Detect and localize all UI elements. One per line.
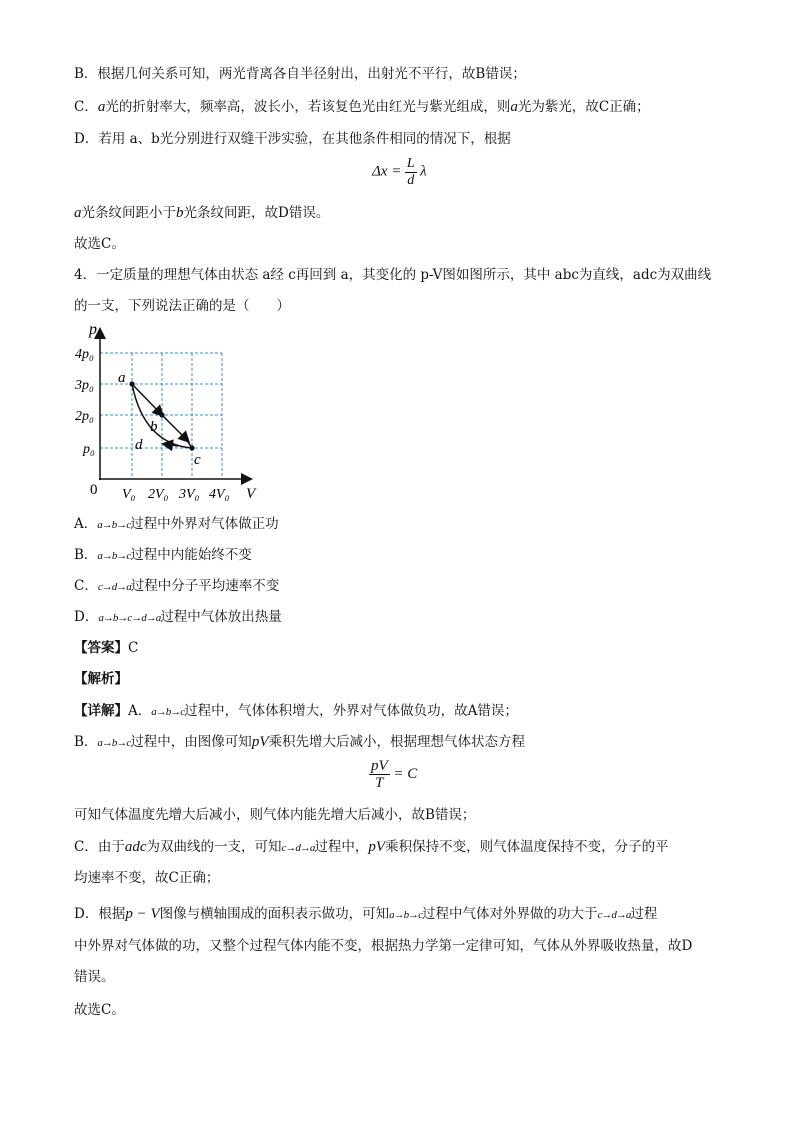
detail-b-path: a→b→c — [97, 737, 131, 749]
origin-label: 0 — [90, 482, 98, 498]
detail-b-prefix: B． — [74, 734, 98, 750]
point-c-dot — [189, 445, 194, 450]
x-tick-2v0: 2V₀ — [148, 487, 169, 502]
line-c-pre: C． — [74, 99, 98, 115]
option-d-prefix: D． — [74, 609, 99, 625]
detail-c — [74, 837, 669, 858]
var-a: a — [510, 99, 518, 115]
eq1-rhs: λ — [420, 163, 427, 180]
line-d: D．若用 a、b光分别进行双缝干涉实验，在其他条件相同的情况下，根据 — [74, 131, 511, 147]
choose-c-2: 故选C。 — [74, 1002, 125, 1018]
detail-b-post: 乘积先增大后减小，根据理想气体状态方程 — [268, 734, 525, 750]
analysis-label: 【解析】 — [74, 671, 128, 687]
option-d — [74, 607, 282, 628]
detail-c-mid: 为双曲线的一支，可知 — [146, 839, 282, 855]
point-b-dot — [159, 412, 164, 417]
x-tick-3v0: 3V₀ — [179, 487, 200, 502]
option-b-text: 过程中内能始终不变 — [130, 547, 252, 563]
y-tick-p0: p₀ — [83, 442, 95, 457]
eq2-den: T — [375, 775, 384, 791]
detail-a-text: 过程中，气体体积增大，外界对气体做负功，故A错误； — [184, 703, 518, 719]
option-c-prefix: C． — [74, 578, 98, 594]
option-b-prefix: B． — [74, 547, 98, 563]
option-d-path: a→b→c→d→a — [98, 612, 161, 624]
detail-c-cont: 均速率不变，故C正确； — [74, 870, 220, 886]
detail-d-cont1: 中外界对气体做的功，又整个过程气体内能不变，根据热力学第一定律可知，气体从外界吸收热量，故D — [74, 938, 693, 954]
y-tick-2p0: 2p₀ — [75, 409, 94, 424]
line-conclusion — [74, 203, 329, 223]
detail-b-pv: pV — [251, 734, 269, 750]
detail-d-cont2: 错误。 — [74, 969, 115, 985]
detail-a — [74, 701, 518, 722]
detail-b-cont: 可知气体温度先增大后减小，则气体内能先增大后减小，故B错误； — [74, 807, 476, 823]
y-tick-4p0: 4p₀ — [75, 347, 94, 362]
detail-c-prefix: C．由于 — [74, 839, 125, 855]
equation-fringe-spacing — [372, 156, 427, 189]
var-b: b — [176, 205, 184, 221]
line-c-mid: 光的折射率大，频率高，波长小，若该复色光由红光与紫光组成，则 — [105, 99, 511, 115]
detail-a-path: a→b→c — [151, 706, 185, 718]
y-axis-label: p — [89, 321, 97, 338]
analysis-header — [74, 669, 128, 689]
line-b: B．根据几何关系可知，两光背离各自半径射出，出射光不平行，故B错误； — [74, 66, 526, 82]
eq2-rhs: = C — [393, 765, 418, 782]
point-a-dot — [129, 381, 134, 386]
pv-graph — [75, 318, 268, 508]
x-axis-label: V — [246, 486, 256, 502]
line-bc — [162, 415, 188, 441]
detail-b-mid: 过程中，由图像可知 — [130, 734, 252, 750]
detail-c-mid2: 过程中， — [314, 839, 369, 855]
eq1-fraction — [405, 156, 417, 189]
eq1-lhs: Δx = — [372, 163, 402, 180]
x-tick-4v0: 4V₀ — [209, 487, 230, 502]
detail-d-path1: a→b→c — [389, 909, 423, 921]
detail-d-mid: 图像与横轴围成的面积表示做功，可知 — [159, 906, 390, 922]
detail-d — [74, 904, 657, 925]
option-b — [74, 545, 252, 566]
point-b-label: b — [150, 419, 158, 435]
option-c-text: 过程中分子平均速率不变 — [130, 578, 280, 594]
detail-d-post: 过程 — [630, 906, 658, 922]
detail-a-prefix: A． — [128, 703, 152, 719]
line-c-post: 光为紫光，故C正确； — [517, 99, 650, 115]
detail-b — [74, 732, 525, 753]
option-a-text: 过程中外界对气体做正功 — [130, 516, 279, 532]
option-a — [74, 514, 279, 535]
detail-d-mid2: 过程中气体对外界做的功大于 — [422, 906, 598, 922]
answer-line — [74, 638, 138, 658]
line-conclusion-post: 光条纹间距，故D错误。 — [183, 205, 330, 221]
option-a-path: a→b→c — [97, 519, 131, 531]
question-4-line1: 4．一定质量的理想气体由状态 a经 c再回到 a，其变化的 p-V图如图所示，其中 abc为直线，adc为双曲线 — [74, 267, 712, 283]
equation-ideal-gas — [369, 758, 417, 791]
detail-d-prefix: D．根据 — [74, 906, 126, 922]
line-c — [74, 97, 650, 117]
y-tick-3p0: 3p₀ — [75, 378, 94, 393]
choose-c-1: 故选C。 — [74, 236, 125, 252]
option-c-path: c→d→a — [97, 581, 131, 593]
var-a: a — [74, 205, 82, 221]
detail-label: 【详解】 — [74, 703, 128, 719]
option-b-path: a→b→c — [97, 550, 131, 562]
eq2-num: pV — [371, 758, 388, 774]
point-c-label: c — [194, 452, 201, 468]
option-c — [74, 576, 279, 597]
eq1-den: d — [407, 173, 415, 188]
line-conclusion-mid: 光条纹间距小于 — [81, 205, 176, 221]
x-tick-v0: V₀ — [122, 487, 136, 502]
answer-value: C — [128, 640, 139, 656]
eq2-fraction — [369, 758, 390, 791]
detail-c-path: c→d→a — [281, 842, 315, 854]
detail-c-post: 乘积保持不变，则气体温度保持不变，分子的平 — [385, 839, 669, 855]
point-a-label: a — [118, 370, 126, 386]
detail-d-pv: p − V — [125, 906, 160, 922]
point-d-label: d — [135, 437, 143, 453]
detail-c-adc: adc — [124, 839, 147, 855]
eq1-num: L — [406, 156, 415, 171]
option-a-prefix: A． — [74, 516, 98, 532]
answer-label: 【答案】 — [74, 640, 128, 656]
question-4-line2: 的一支，下列说法正确的是（ ） — [74, 298, 290, 314]
var-a: a — [97, 99, 106, 115]
detail-c-pv: pV — [368, 839, 386, 855]
option-d-text: 过程中气体放出热量 — [160, 609, 282, 625]
detail-d-path2: c→d→a — [597, 909, 631, 921]
